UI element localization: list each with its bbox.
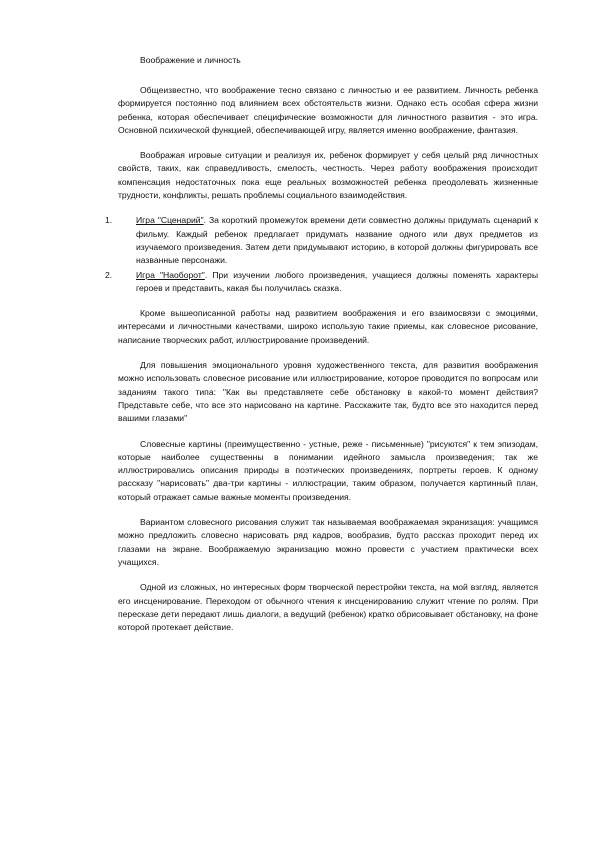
paragraph: Кроме вышеописанной работы над развитием воображения и его взаимосвязи с эмоциями, интересами и личностными качествами, широко использую такие приемы, как словесное рисование, написание творческих работ, иллюстрирование произведений.: [118, 308, 538, 345]
list-item-number: 1.: [105, 215, 113, 226]
list-item-name: Игра "Наоборот": [136, 269, 205, 280]
list-item: [105, 214, 538, 267]
paragraph: Одной из сложных, но интересных форм творческой перестройки текста, на мой взгляд, является его инсценирование. Переходом от обычного чтения к инсценированию служит чтение по ролям. При пересказе дети передают лишь диалоги, а ведущий (ребенок) кратко обрисовывает обстановку, на фоне которой протекает действие.: [118, 582, 538, 633]
paragraph: Общеизвестно, что воображение тесно связано с личностью и ее развитием. Личность ребенка формируется постоянно под влиянием всех обстоятельств жизни. Однако есть особая сфера жизни ребенка, которая обеспечивает специфические возможности для личностного развития - это игра. Основной психической функцией, обеспечивающей игру, является именно воображение, фантазия.: [118, 85, 538, 135]
document-title: Воображение и личность: [140, 55, 241, 65]
list-item-text: . За короткий промежуток времени дети совместно должны придумать сценарий к фильму. Каждый ребенок предлагает придумать название одного или двух предметов из изучаемого произведения. Затем дети придумывают историю, в которой должны фигурировать все названные персонажи.: [136, 215, 538, 266]
paragraph: Словесные картины (преимущественно - устные, реже - письменные) "рисуются" к тем эпизодам, которые наиболее существенны в понимании идейного замысла произведения; так же иллюстрировались описания природы в поэтических произведениях, портреты героев. К одному рассказу "нарисовать" два-три картины - иллюстрации, таким образом, получается картинный план, который отражает самые важные моменты произведения.: [118, 438, 538, 502]
list-item-text: . При изучении любого произведения, учащиеся должны поменять характеры героев и представить, какая бы получилась сказка.: [136, 269, 538, 293]
list-item-name: Игра "Сценарий": [136, 215, 204, 226]
list-item-number: 2.: [105, 269, 113, 280]
paragraph: Вариантом словесного рисования служит так называемая воображаемая экранизация: учащимся можно предложить словесно нарисовать ряд кадров, вообразив, будто рассказ проходит перед их глазами на экране. Воображаемую экранизацию можно провести с участием практически всех учащихся.: [118, 517, 538, 567]
paragraph: Для повышения эмоционального уровня художественного текста, для развития воображения можно использовать словесное рисование или иллюстрирование, которое проводится по вопросам или заданиям такого типа: "Как вы представляете себе обстановку в какой-то момент действия? Представьте себе, что все это нарисовано на картине. Расскажите так, будто все это находится перед вашими глазами": [118, 360, 538, 424]
list-item: [105, 269, 538, 296]
document-content: [105, 55, 538, 646]
games-list: [105, 214, 538, 295]
paragraph: Воображая игровые ситуации и реализуя их, ребенок формирует у себя целый ряд личностных свойств, таких, как справедливость, смелость, честность. Через работу воображения происходит компенсация недостаточных пока еще реальных возможностей ребенка преодолевать жизненные трудности, конфликты, решать проблемы социального взаимодействия.: [118, 150, 538, 201]
